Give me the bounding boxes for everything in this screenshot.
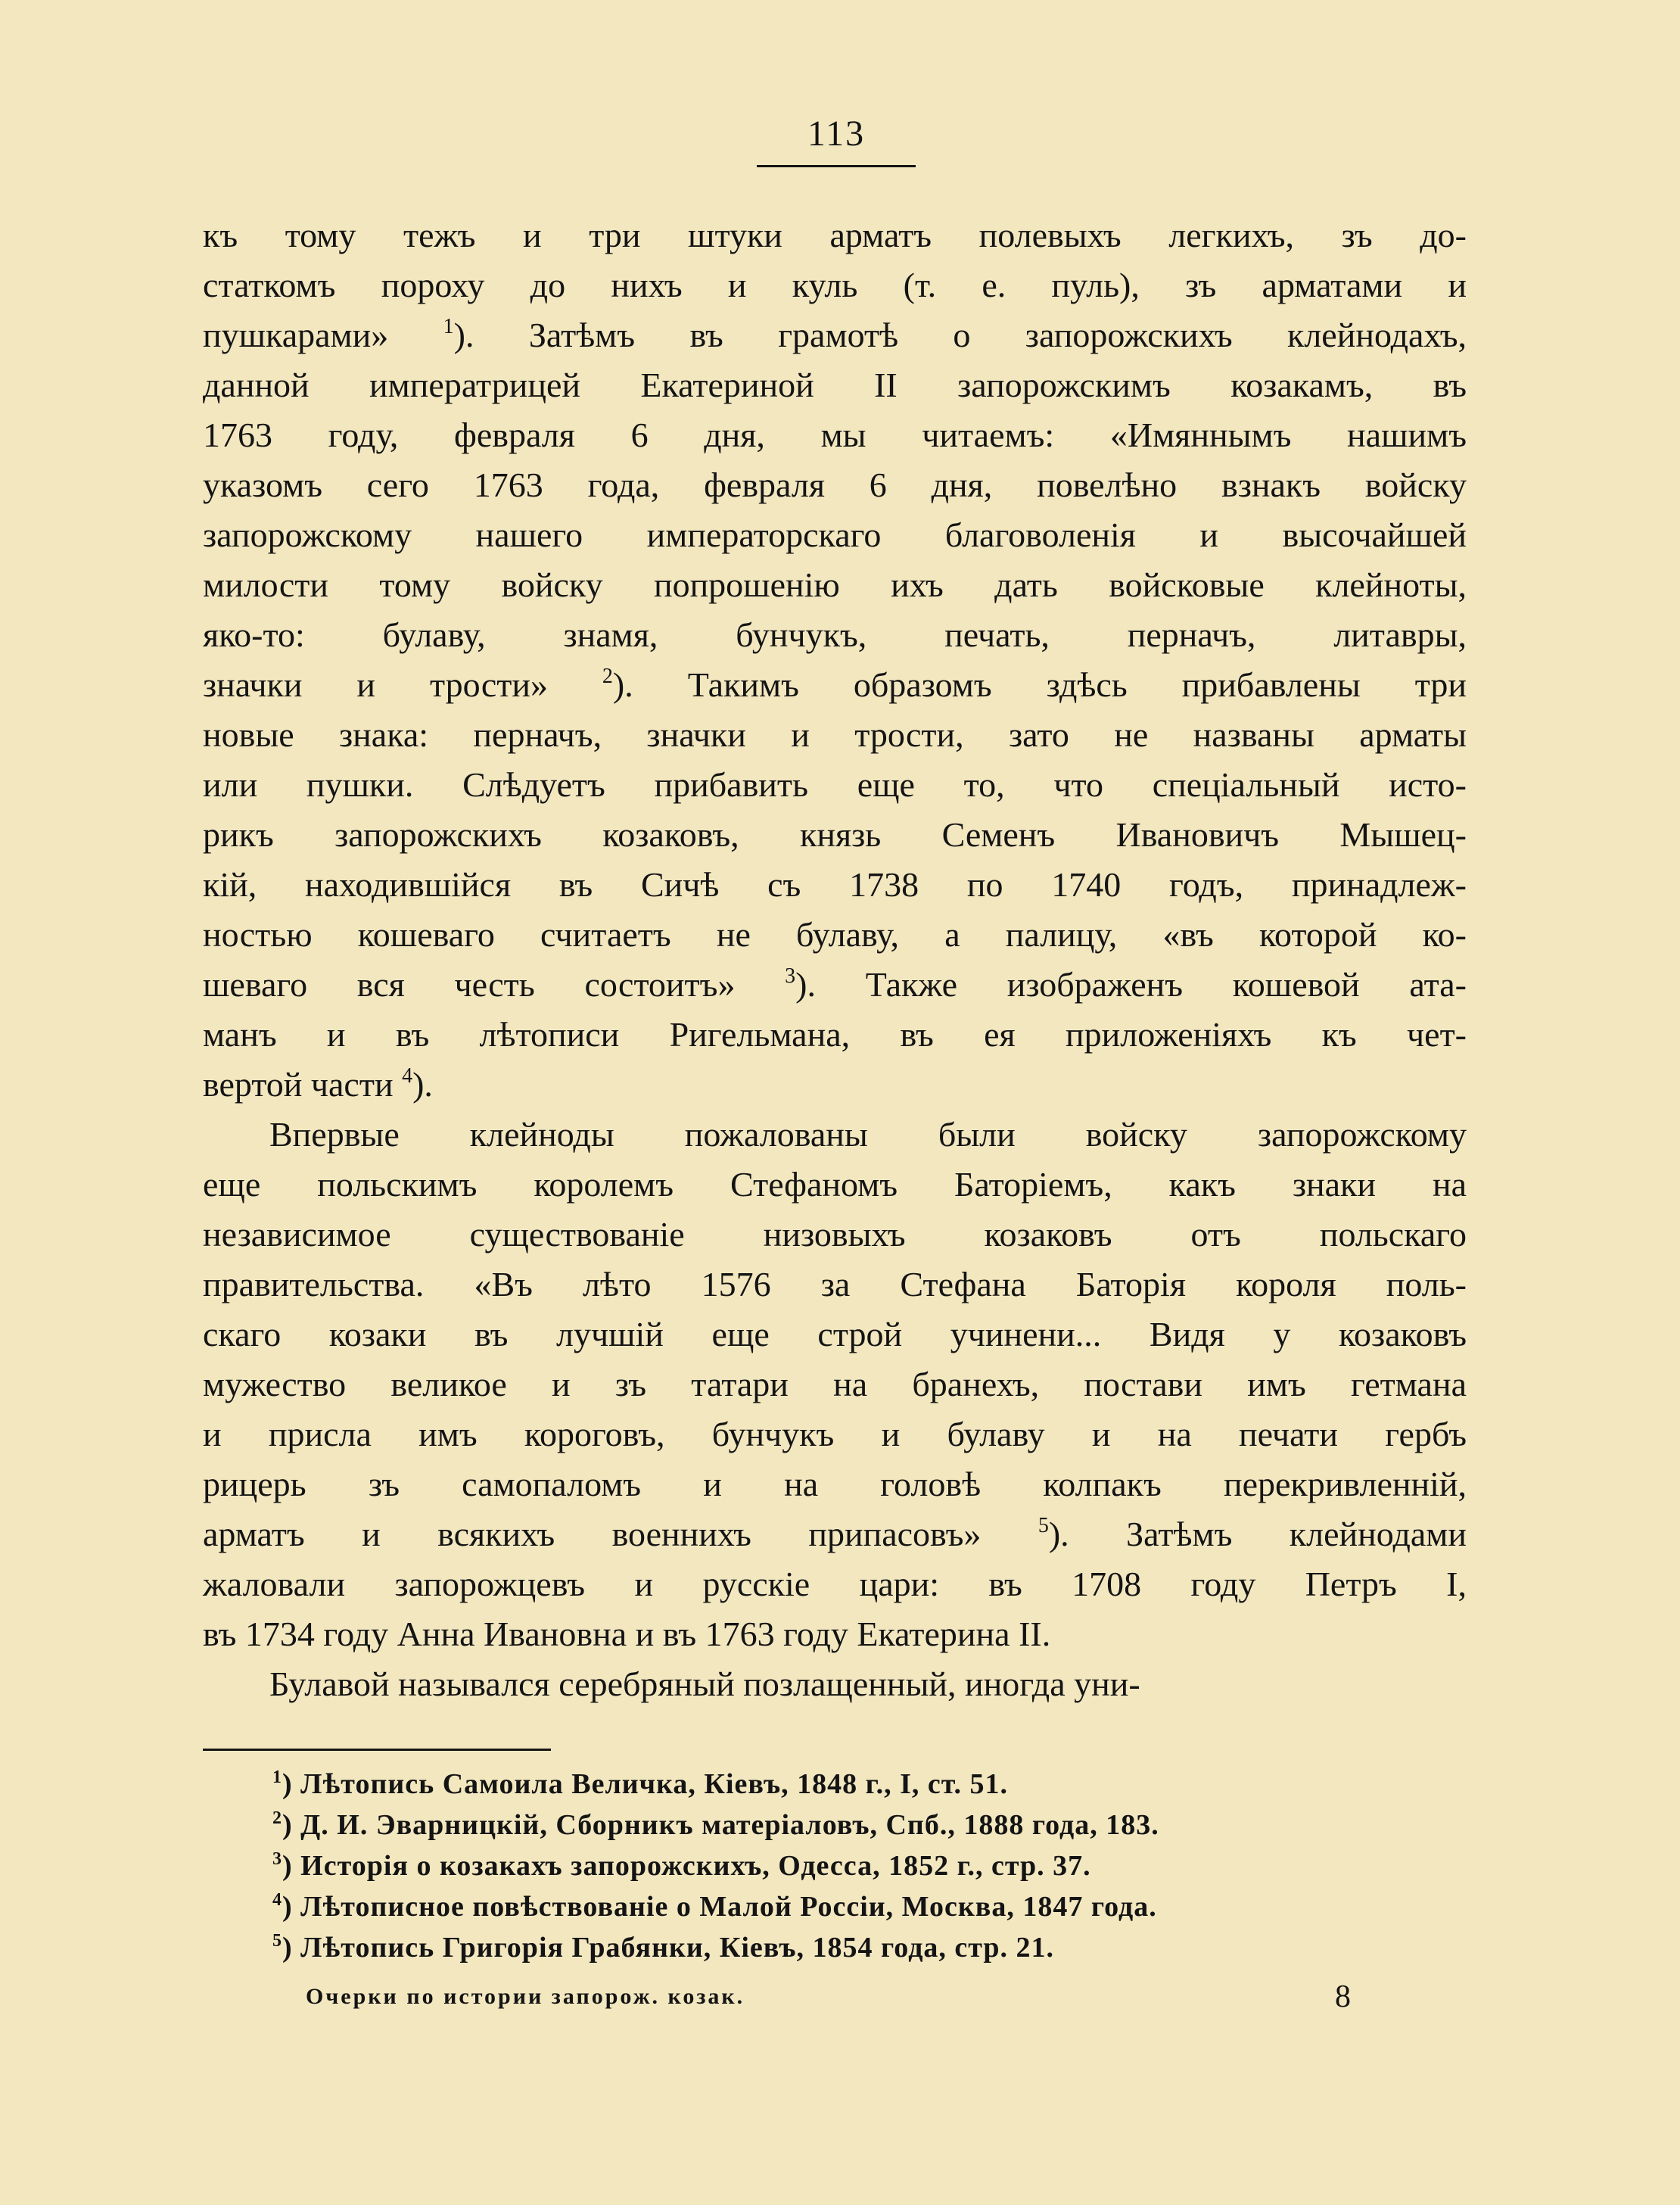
line-text: пушкарами» [203,316,443,354]
line-text: Впервые клейноды пожалованы были войску запорожскому [269,1115,1467,1154]
line-text: милости тому войску попрошенію ихъ дать войсковые клейноты, [203,565,1467,604]
footnote-text: ) Исторія о козакахъ запорожскихъ, Одесса, 1852 г., стр. 37. [282,1850,1091,1882]
footnote-marker: 4 [402,1064,413,1088]
text-line [203,410,1467,460]
line-text: и присла имъ короговъ, бунчукъ и булаву и на печати гербъ [203,1415,1467,1453]
text-line [203,210,1467,260]
footnote-text: ) Д. И. Эварницкій, Сборникъ матеріаловъ, Спб., 1888 года, 183. [282,1809,1159,1841]
text-line [203,1060,1467,1110]
text-line [203,1409,1467,1459]
footnote-number: 2 [272,1808,282,1828]
text-line [203,260,1467,310]
line-text-continued: ). [412,1065,433,1104]
text-line [203,1210,1467,1260]
line-text: запорожскому нашего императорскаго благоволенія и высочайшей [203,515,1467,554]
line-text: или пушки. Слѣдуетъ прибавить еще то, что спеціальный исто- [203,765,1467,804]
text-line [203,610,1467,660]
text-line [203,710,1467,760]
paragraph [203,210,1467,1110]
text-line [203,660,1467,710]
footnote-text: ) Лѣтописное повѣствованіе о Малой Россіи, Москва, 1847 года. [282,1891,1157,1923]
paragraph [203,1110,1467,1659]
footnote-rule [203,1749,551,1751]
line-text-continued: ). Такимъ образомъ здѣсь прибавлены три [612,665,1467,704]
footnote-text: ) Лѣтопись Самоила Величка, Кіевъ, 1848 г., I, ст. 51. [282,1768,1009,1800]
footnote [272,1845,1453,1886]
line-text: яко-то: булаву, знамя, бунчукъ, печать, перначъ, литавры, [203,615,1467,654]
text-line [203,460,1467,510]
text-line [203,1359,1467,1409]
footnote-marker: 3 [785,964,796,988]
text-line [203,1559,1467,1609]
footnote [272,1764,1453,1805]
line-text-continued: ). Затѣмъ клейнодами [1048,1515,1467,1553]
line-text: кій, находившійся въ Сичѣ съ 1738 по 1740 годъ, принадлеж- [203,865,1467,904]
line-text-continued: ). Затѣмъ въ грамотѣ о запорожскихъ клейнодахъ, [453,316,1467,354]
line-text: къ тому тежъ и три штуки арматъ полевыхъ легкихъ, зъ до- [203,216,1467,254]
line-text: арматъ и всякихъ военнихъ припасовъ» [203,1515,1038,1553]
footnote-number: 3 [272,1849,282,1869]
line-text: независимое существованіе низовыхъ козаковъ отъ польскаго [203,1215,1467,1254]
footnote [272,1927,1453,1968]
line-text: рикъ запорожскихъ козаковъ, князь Семенъ Ивановичъ Мышец- [203,815,1467,854]
line-text: рицерь зъ самопаломъ и на головѣ колпакъ перекривленній, [203,1465,1467,1503]
footnote-marker: 2 [602,665,613,688]
line-text: правительства. «Въ лѣто 1576 за Стефана Баторія короля поль- [203,1265,1467,1303]
footnote-number: 1 [272,1767,282,1787]
footnote-marker: 5 [1038,1514,1049,1537]
text-line [203,1609,1467,1659]
footnote-number: 4 [272,1890,282,1910]
text-line [203,1310,1467,1359]
signature-title: Очерки по истории запорож. козак. [306,1984,745,2009]
text-line [203,1110,1467,1160]
line-text: 1763 году, февраля 6 дня, мы читаемъ: «Имяннымъ нашимъ [203,416,1467,454]
text-line [203,1509,1467,1559]
text-line [203,510,1467,560]
line-text: значки и трости» [203,665,602,704]
line-text: указомъ сего 1763 года, февраля 6 дня, повелѣно взнакъ войску [203,466,1467,504]
signature-line [306,1976,1365,2018]
line-text: вертой части [203,1065,403,1104]
text-line [203,810,1467,860]
text-line [203,1160,1467,1210]
line-text: въ 1734 году Анна Ивановна и въ 1763 году Екатерина II. [203,1615,1051,1653]
paragraph [203,1659,1467,1709]
footnote [272,1805,1453,1845]
line-text: жаловали запорожцевъ и русскіе цари: въ 1708 году Петръ I, [203,1565,1467,1603]
footnotes [272,1764,1453,1968]
line-text: скаго козаки въ лучшій еще строй учинени... Видя у козаковъ [203,1315,1467,1353]
line-text: еще польскимъ королемъ Стефаномъ Баторіемъ, какъ знаки на [203,1165,1467,1204]
text-line [203,860,1467,910]
page-number-rule [757,165,916,167]
line-text: новые знака: перначъ, значки и трости, зато не названы арматы [203,715,1467,754]
line-text: данной императрицей Екатериной II запорожскимъ козакамъ, въ [203,366,1467,404]
line-text: манъ и въ лѣтописи Ригельмана, въ ея приложеніяхъ къ чет- [203,1015,1467,1054]
text-line [203,910,1467,960]
signature-sheet-number: 8 [1335,1979,1351,2014]
text-line [203,1010,1467,1060]
footnote-text: ) Лѣтопись Григорія Грабянки, Кіевъ, 1854 года, стр. 21. [282,1932,1055,1964]
footnote-marker: 1 [443,315,454,338]
text-line [203,1459,1467,1509]
text-line [203,1659,1467,1709]
text-line [203,560,1467,610]
text-line [203,310,1467,360]
text-line [203,1260,1467,1310]
line-text: статкомъ пороху до нихъ и куль (т. е. пуль), зъ арматами и [203,266,1467,304]
line-text: шеваго вся честь состоитъ» [203,965,786,1004]
line-text: мужество великое и зъ татари на бранехъ, постави имъ гетмана [203,1365,1467,1403]
footnote-number: 5 [272,1931,282,1951]
text-line [203,360,1467,410]
line-text: Булавой назывался серебряный позлащенный, иногда уни- [269,1665,1140,1703]
line-text-continued: ). Также изображенъ кошевой ата- [795,965,1467,1004]
text-line [203,760,1467,810]
footnote [272,1886,1453,1927]
line-text: ностью кошеваго считаетъ не булаву, а палицу, «въ которой ко- [203,915,1467,954]
text-line [203,960,1467,1010]
body-text [203,210,1467,1709]
page-number: 113 [807,114,866,154]
